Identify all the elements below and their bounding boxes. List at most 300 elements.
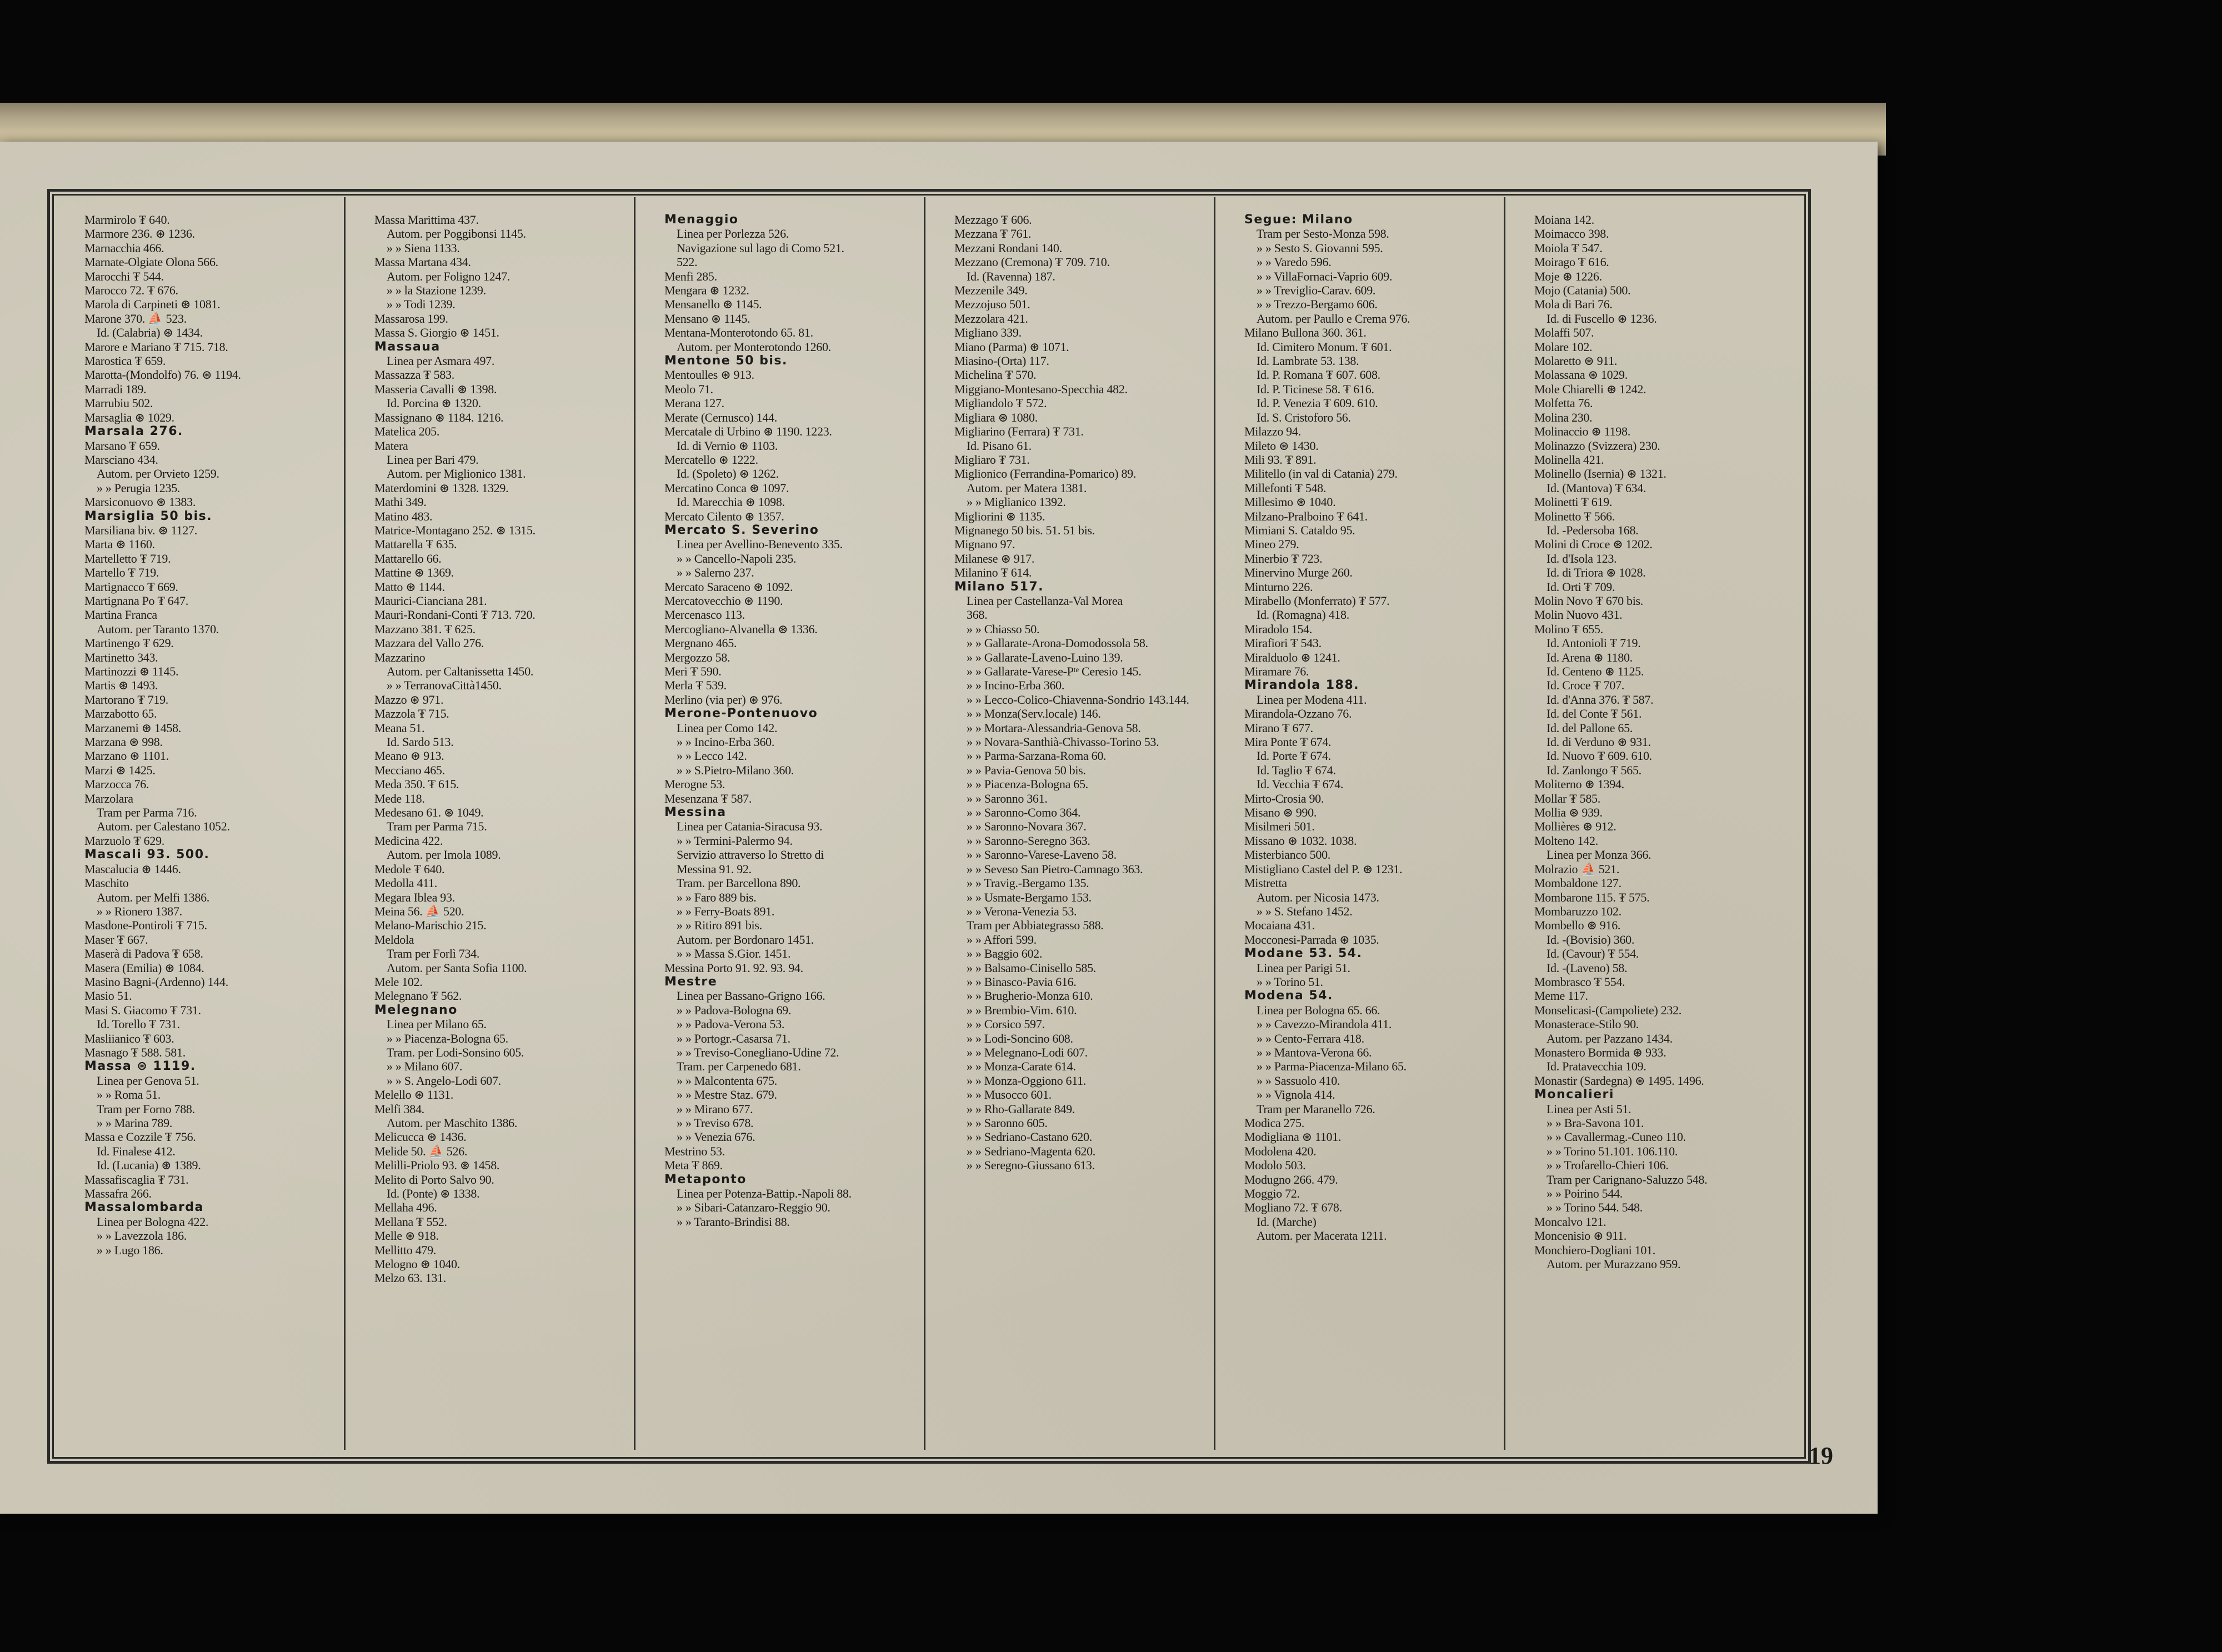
index-entry: Molin Nuovo 431. (1534, 608, 1623, 622)
index-entry: Id. d'Anna 376. ₮ 587. (1547, 692, 1654, 707)
index-entry: » » Massa S.Gior. 1451. (677, 947, 791, 961)
index-entry: Miglionico (Ferrandina-Pomarico) 89. (954, 467, 1137, 481)
index-entry: » » Travig.-Bergamo 135. (967, 876, 1089, 890)
index-entry: Linea per Bari 479. (387, 452, 479, 467)
index-entry: Autom. per Santa Sofia 1100. (387, 960, 527, 975)
index-entry: » » Torino 51. (1257, 974, 1323, 989)
index-entry: Linea per Avellino-Benevento 335. (677, 537, 843, 552)
index-entry: Id. Zanlongo ₮ 565. (1547, 763, 1642, 777)
index-entry: » » Sesto S. Giovanni 595. (1257, 241, 1383, 255)
index-entry: » » Ferry-Boats 891. (677, 904, 775, 918)
index-entry: Mattarella ₮ 635. (374, 537, 457, 552)
index-entry: Id. (Ponte) ⊛ 1338. (387, 1187, 480, 1201)
index-heading: Mirandola 188. (1244, 678, 1359, 693)
index-entry: Autom. per Matera 1381. (967, 480, 1087, 495)
index-entry: » » Saronno-Seregno 363. (967, 833, 1090, 848)
index-heading: Massaua (374, 339, 441, 354)
index-entry: » » Monza-Oggiono 611. (967, 1073, 1087, 1088)
index-entry: Milanese ⊛ 917. (954, 551, 1035, 565)
index-entry: 368. (967, 608, 988, 622)
index-heading: Massalombarda (84, 1200, 204, 1215)
index-entry: Id. di Verduno ⊛ 931. (1547, 735, 1651, 749)
index-entry: Mensanello ⊛ 1145. (664, 297, 762, 312)
index-entry: Molinetti ₮ 619. (1534, 495, 1613, 509)
index-entry: » » Sedriano-Castano 620. (967, 1130, 1092, 1144)
index-entry: Marsano ₮ 659. (84, 438, 160, 453)
index-entry: Milano Bullona 360. 361. (1244, 326, 1367, 340)
index-entry: Autom. per Monterotondo 1260. (677, 339, 831, 354)
index-entry: Tram. per Barcellona 890. (677, 876, 801, 890)
index-entry: Marmore 236. ⊛ 1236. (84, 227, 195, 241)
index-entry: Autom. per Murazzano 959. (1547, 1257, 1681, 1271)
index-entry: Mercato Saraceno ⊛ 1092. (664, 579, 793, 594)
index-entry: Autom. per Bordonaro 1451. (677, 932, 814, 947)
index-entry: Militello (in val di Catania) 279. (1244, 467, 1398, 481)
index-entry: Id. del Pallone 65. (1547, 720, 1633, 735)
index-entry: » » Mestre Staz. 679. (677, 1088, 777, 1102)
index-entry: Tram. per Lodi-Sonsino 605. (387, 1045, 524, 1059)
index-entry: Massafiscaglia ₮ 731. (84, 1172, 189, 1187)
index-entry: Melzo 63. 131. (374, 1271, 447, 1285)
index-entry: Mentana-Monterotondo 65. 81. (664, 326, 813, 340)
index-entry: » » Vignola 414. (1257, 1088, 1335, 1102)
index-entry: Marzana ⊛ 998. (84, 735, 163, 749)
index-entry: » » Faro 889 bis. (677, 890, 757, 904)
index-heading: Mercato S. Severino (664, 523, 819, 537)
index-entry: Masera (Emilia) ⊛ 1084. (84, 960, 204, 975)
index-entry: Masnago ₮ 588. 581. (84, 1045, 186, 1059)
index-entry: » » Saronno 605. (967, 1116, 1048, 1130)
index-entry: Molino ₮ 655. (1534, 622, 1603, 636)
index-entry: Misterbianco 500. (1244, 848, 1330, 862)
index-entry: Meri ₮ 590. (664, 664, 722, 678)
index-entry: Tram per Maranello 726. (1257, 1102, 1375, 1116)
index-entry: Molfetta 76. (1534, 396, 1593, 411)
index-entry: » » Sassuolo 410. (1257, 1073, 1340, 1088)
index-entry: Autom. per Calestano 1052. (97, 819, 230, 834)
index-entry: Moliterno ⊛ 1394. (1534, 777, 1624, 792)
index-entry: » » Affori 599. (967, 932, 1037, 947)
index-entry: Meina 56. ⛵ 520. (374, 904, 464, 918)
index-entry: » » Piacenza-Bologna 65. (967, 777, 1088, 792)
index-entry: Marzolara (84, 791, 133, 805)
index-entry: Tram per Forlì 734. (387, 947, 480, 961)
index-entry: Autom. per Miglionico 1381. (387, 467, 526, 481)
index-entry: » » Seregno-Giussano 613. (967, 1158, 1095, 1173)
index-entry: » » Venezia 676. (677, 1130, 755, 1144)
index-entry: » » Treviso 678. (677, 1116, 754, 1130)
index-entry: Masio 51. (84, 989, 132, 1003)
index-entry: Melito di Porto Salvo 90. (374, 1172, 494, 1187)
index-entry: Marocco 72. ₮ 676. (84, 283, 178, 298)
index-entry: Molteno 142. (1534, 833, 1598, 848)
index-entry: » » Incino-Erba 360. (967, 678, 1065, 693)
index-entry: » » Siena 1133. (387, 241, 460, 255)
index-entry: Mili 93. ₮ 891. (1244, 452, 1317, 467)
index-entry: Autom. per Poggibonsi 1145. (387, 227, 526, 241)
index-entry: Melfi 384. (374, 1102, 424, 1116)
index-entry: Id. -(Laveno) 58. (1547, 960, 1628, 975)
index-entry: Autom. per Orvieto 1259. (97, 467, 219, 481)
index-entry: » » Cavezzo-Mirandola 411. (1257, 1017, 1392, 1032)
index-entry: Missano ⊛ 1032. 1038. (1244, 833, 1357, 848)
index-entry: Massafra 266. (84, 1187, 152, 1201)
index-entry: Monselicasi-(Campoliete) 232. (1534, 1003, 1682, 1017)
index-entry: Id. -Pedersoba 168. (1547, 523, 1639, 537)
index-entry: Minerbio ₮ 723. (1244, 551, 1323, 565)
index-entry: » » Lodi-Soncino 608. (967, 1031, 1073, 1045)
index-entry: Id. di Fuscello ⊛ 1236. (1547, 311, 1657, 326)
index-entry: Id. Taglio ₮ 674. (1257, 763, 1336, 777)
index-entry: Melilli-Priolo 93. ⊛ 1458. (374, 1158, 500, 1173)
index-entry: Mezzenile 349. (954, 283, 1028, 298)
index-entry: Millesimo ⊛ 1040. (1244, 495, 1336, 509)
index-heading: Messina (664, 805, 727, 820)
index-entry: Id. (Calabria) ⊛ 1434. (97, 326, 203, 340)
index-entry: » » Salerno 237. (677, 565, 754, 580)
index-entry: Moncalvo 121. (1534, 1214, 1607, 1229)
index-entry: » » Saronno-Novara 367. (967, 819, 1087, 834)
index-entry: Autom. per Taranto 1370. (97, 622, 219, 636)
index-heading: Milano 517. (954, 579, 1044, 594)
index-entry: » » Binasco-Pavia 616. (967, 974, 1077, 989)
index-entry: Masino Bagni-(Ardenno) 144. (84, 974, 228, 989)
index-entry: Mocaiana 431. (1244, 918, 1315, 933)
index-entry: Autom. per Macerata 1211. (1257, 1229, 1387, 1243)
index-entry: Marsiliana biv. ⊛ 1127. (84, 523, 197, 537)
index-heading: Mestre (664, 974, 718, 989)
index-entry: Miano (Parma) ⊛ 1071. (954, 339, 1069, 354)
index-entry: » » Verona-Venezia 53. (967, 904, 1077, 918)
index-heading: Marsala 276. (84, 424, 183, 439)
index-column-4 (925, 197, 1215, 1450)
index-entry: Mombrasco ₮ 554. (1534, 974, 1625, 989)
index-entry: Melano-Marischio 215. (374, 918, 487, 933)
index-entry: Migliara ⊛ 1080. (954, 410, 1038, 424)
index-entry: Id. Arena ⊛ 1180. (1547, 650, 1633, 664)
index-entry: Massa Martana 434. (374, 255, 471, 269)
index-entry: Moiola ₮ 547. (1534, 241, 1603, 255)
index-entry: Migliandolo ₮ 572. (954, 396, 1047, 411)
index-entry: Tram. per Carpenedo 681. (677, 1059, 801, 1074)
index-entry: Merogne 53. (664, 777, 725, 792)
index-entry: Molinazzo (Svizzera) 230. (1534, 438, 1660, 453)
index-entry: Matelica 205. (374, 424, 440, 439)
index-entry: Id. S. Cristoforo 56. (1257, 410, 1351, 424)
index-entry: » » Melegnano-Lodi 607. (967, 1045, 1088, 1059)
index-entry: Autom. per Paullo e Crema 976. (1257, 311, 1410, 326)
index-entry: Linea per Parigi 51. (1257, 960, 1350, 975)
index-entry: Marzocca 76. (84, 777, 149, 792)
index-entry: Moirago ₮ 616. (1534, 255, 1609, 269)
index-entry: » » Sedriano-Magenta 620. (967, 1144, 1095, 1158)
index-entry: Modolena 420. (1244, 1144, 1317, 1158)
index-entry: Medolla 411. (374, 876, 437, 890)
index-entry: Marzi ⊛ 1425. (84, 763, 156, 777)
index-heading: Mentone 50 bis. (664, 354, 788, 368)
index-entry: » » Gallarate-Arona-Domodossola 58. (967, 636, 1148, 650)
index-entry: Millefonti ₮ 548. (1244, 480, 1327, 495)
index-entry: Navigazione sul lago di Como 521. (677, 241, 844, 255)
index-entry: Massignano ⊛ 1184. 1216. (374, 410, 504, 424)
index-entry: Mercatovecchio ⊛ 1190. (664, 593, 783, 608)
index-entry: Merlino (via per) ⊛ 976. (664, 692, 783, 707)
index-heading: Segue: Milano (1244, 213, 1353, 227)
index-entry: Medicina 422. (374, 833, 443, 848)
page-number: 19 (1809, 1442, 1833, 1469)
index-entry: Monchiero-Dogliani 101. (1534, 1243, 1655, 1257)
index-entry: Maserà di Padova ₮ 658. (84, 947, 203, 961)
index-entry: Modigliana ⊛ 1101. (1244, 1130, 1342, 1144)
index-heading: Metaponto (664, 1172, 747, 1187)
index-entry: Mengara ⊛ 1232. (664, 283, 749, 298)
index-entry: Marzuolo ₮ 629. (84, 833, 164, 848)
index-heading: Moncalieri (1534, 1088, 1614, 1102)
index-heading: Melegnano (374, 1003, 458, 1017)
index-entry: Linea per Asmara 497. (387, 354, 495, 368)
index-entry: Moiana 142. (1534, 213, 1594, 227)
index-entry: Martelletto ₮ 719. (84, 551, 171, 565)
index-entry: » » Ritiro 891 bis. (677, 918, 762, 933)
index-entry: Migliorini ⊛ 1135. (954, 509, 1045, 523)
index-entry: Id. (Spoleto) ⊛ 1262. (677, 467, 779, 481)
index-entry: Medole ₮ 640. (374, 862, 445, 876)
index-entry: Marrubiu 502. (84, 396, 153, 411)
index-entry: Martello ₮ 719. (84, 565, 159, 580)
index-entry: Mignano 97. (954, 537, 1015, 552)
index-entry: Matto ⊛ 1144. (374, 579, 445, 594)
index-entry: » » Saronno-Varese-Laveno 58. (967, 848, 1117, 862)
index-entry: Mede 118. (374, 791, 425, 805)
index-entry: Marostica ₮ 659. (84, 354, 166, 368)
index-entry: Mogliano 72. ₮ 678. (1244, 1200, 1342, 1215)
index-entry: » » Parma-Sarzana-Roma 60. (967, 749, 1107, 763)
index-entry: Mercatale di Urbino ⊛ 1190. 1223. (664, 424, 832, 439)
index-entry: » » Chiasso 50. (967, 622, 1040, 636)
index-entry: Marsiconuovo ⊛ 1383. (84, 495, 196, 509)
index-entry: Melide 50. ⛵ 526. (374, 1144, 468, 1158)
index-entry: Mestrino 53. (664, 1144, 725, 1158)
index-entry: » » Brugherio-Monza 610. (967, 989, 1093, 1003)
index-entry: Id. (Marche) (1257, 1214, 1317, 1229)
index-entry: Autom. per Foligno 1247. (387, 269, 510, 283)
index-column-3 (635, 197, 925, 1450)
index-entry: » » la Stazione 1239. (387, 283, 486, 298)
index-entry: Linea per Milano 65. (387, 1017, 487, 1032)
index-entry: Mauri-Rondani-Conti ₮ 713. 720. (374, 608, 536, 622)
index-entry: » » S.Pietro-Milano 360. (677, 763, 794, 777)
index-entry: Molina 230. (1534, 410, 1593, 424)
index-entry: » » Bra-Savona 101. (1547, 1116, 1644, 1130)
index-entry: Meano ⊛ 913. (374, 749, 444, 763)
index-entry: Autom. per Maschito 1386. (387, 1116, 518, 1130)
index-entry: Id. Pratavecchia 109. (1547, 1059, 1647, 1074)
index-entry: Milzano-Pralboino ₮ 641. (1244, 509, 1368, 523)
index-entry: Meda 350. ₮ 615. (374, 777, 459, 792)
index-entry: » » Padova-Bologna 69. (677, 1003, 792, 1017)
index-entry: Mollia ⊛ 939. (1534, 805, 1603, 820)
index-entry: Id. P. Ticinese 58. ₮ 616. (1257, 382, 1374, 396)
index-entry: Mojo (Catania) 500. (1534, 283, 1631, 298)
index-entry: » » Novara-Santhià-Chivasso-Torino 53. (967, 735, 1159, 749)
index-entry: Migliarino (Ferrara) ₮ 731. (954, 424, 1084, 439)
index-entry: Mistigliano Castel del P. ⊛ 1231. (1244, 862, 1403, 876)
index-entry: Id. (Cavour) ₮ 554. (1547, 947, 1639, 961)
index-entry: Mesenzana ₮ 587. (664, 791, 752, 805)
index-entry: » » Brembio-Vim. 610. (967, 1003, 1077, 1017)
index-entry: Id. (Romagna) 418. (1257, 608, 1349, 622)
index-entry: Modolo 503. (1244, 1158, 1306, 1173)
index-entry: » » Lavezzola 186. (97, 1229, 187, 1243)
index-entry: » » Monza-Carate 614. (967, 1059, 1076, 1074)
index-entry: Matrice-Montagano 252. ⊛ 1315. (374, 523, 536, 537)
index-entry: Mignanego 50 bis. 51. 51 bis. (954, 523, 1095, 537)
index-entry: Merla ₮ 539. (664, 678, 727, 693)
index-entry: Molaffi 507. (1534, 326, 1594, 340)
index-entry: Mombaruzzo 102. (1534, 904, 1622, 918)
index-entry: Melle ⊛ 918. (374, 1229, 439, 1243)
index-entry: Meldola (374, 932, 414, 947)
index-entry: Id. d'Isola 123. (1547, 551, 1617, 565)
index-entry: » » Milano 607. (387, 1059, 463, 1074)
index-entry: Id. (Lucania) ⊛ 1389. (97, 1158, 201, 1173)
index-entry: Meolo 71. (664, 382, 713, 396)
index-entry: Id. Croce ₮ 707. (1547, 678, 1624, 693)
index-entry: » » Mantova-Verona 66. (1257, 1045, 1372, 1059)
index-entry: » » Malcontenta 675. (677, 1073, 777, 1088)
index-entry: Masdone-Pontiroli ₮ 715. (84, 918, 207, 933)
index-entry: Maschito (84, 876, 129, 890)
index-entry: Id. (Ravenna) 187. (967, 269, 1055, 283)
index-columns (56, 197, 1797, 1450)
index-entry: Moncenisio ⊛ 911. (1534, 1229, 1627, 1243)
index-entry: Materdomini ⊛ 1328. 1329. (374, 480, 509, 495)
index-entry: Moimacco 398. (1534, 227, 1609, 241)
index-entry: Mirto-Crosia 90. (1244, 791, 1324, 805)
index-entry: » » Saronno-Como 364. (967, 805, 1081, 820)
index-entry: Menfi 285. (664, 269, 717, 283)
index-entry: Mazzara del Vallo 276. (374, 636, 484, 650)
index-entry: Tram per Parma 715. (387, 819, 487, 834)
index-entry: Meta ₮ 869. (664, 1158, 723, 1173)
index-entry: Id. Orti ₮ 709. (1547, 579, 1615, 594)
index-entry: » » Treviglio-Carav. 609. (1257, 283, 1376, 298)
index-entry: » » Rho-Gallarate 849. (967, 1102, 1075, 1116)
index-entry: Linea per Castellanza-Val Morea (967, 593, 1123, 608)
index-entry: Mascalucia ⊛ 1446. (84, 862, 181, 876)
index-entry: » » Piacenza-Bologna 65. (387, 1031, 508, 1045)
index-entry: Id. Centeno ⊛ 1125. (1547, 664, 1644, 678)
index-entry: Miggiano-Montesano-Specchia 482. (954, 382, 1128, 396)
index-entry: » » Gallarate-Laveno-Luino 139. (967, 650, 1123, 664)
index-entry: Mercogliano-Alvanella ⊛ 1336. (664, 622, 818, 636)
index-entry: » » Gallarate-Varese-Pᵗᵉ Ceresio 145. (967, 664, 1142, 678)
index-entry: Miasino-(Orta) 117. (954, 354, 1049, 368)
index-entry: Modugno 266. 479. (1244, 1172, 1338, 1187)
index-entry: Mimiani S. Cataldo 95. (1244, 523, 1355, 537)
index-entry: Meme 117. (1534, 989, 1588, 1003)
index-entry: Linea per Como 142. (677, 720, 778, 735)
index-entry: Mezzojuso 501. (954, 297, 1030, 312)
index-entry: Massazza ₮ 583. (374, 368, 454, 382)
index-entry: » » Monza(Serv.locale) 146. (967, 707, 1101, 721)
index-entry: Id. Finalese 412. (97, 1144, 176, 1158)
index-entry: Autom. per Nicosia 1473. (1257, 890, 1379, 904)
index-entry: Mattarello 66. (374, 551, 442, 565)
index-entry: Merate (Cernusco) 144. (664, 410, 777, 424)
index-entry: Matera (374, 438, 408, 453)
index-entry: Megara Iblea 93. (374, 890, 455, 904)
index-entry: Miralduolo ⊛ 1241. (1244, 650, 1340, 664)
index-entry: » » Corsico 597. (967, 1017, 1045, 1032)
index-entry: Michelina ₮ 570. (954, 368, 1037, 382)
index-entry: Tram per Abbiategrasso 588. (967, 918, 1104, 933)
index-entry: Linea per Bologna 422. (97, 1214, 209, 1229)
index-heading: Massa ⊛ 1119. (84, 1059, 196, 1074)
index-entry: Mileto ⊛ 1430. (1244, 438, 1319, 453)
index-entry: Molaretto ⊛ 911. (1534, 354, 1618, 368)
index-entry: Modica 275. (1244, 1116, 1304, 1130)
index-entry: Miramare 76. (1244, 664, 1309, 678)
index-entry: Mercato Cilento ⊛ 1357. (664, 509, 784, 523)
index-entry: Molassana ⊛ 1029. (1534, 368, 1628, 382)
index-entry: Marsciano 434. (84, 452, 158, 467)
index-entry: Mirandola-Ozzano 76. (1244, 707, 1352, 721)
index-entry: Id. -(Bovisio) 360. (1547, 932, 1635, 947)
index-entry: Marzabotto 65. (84, 707, 157, 721)
index-entry: Mollar ₮ 585. (1534, 791, 1600, 805)
index-entry: Mercatino Conca ⊛ 1097. (664, 480, 789, 495)
index-column-1 (56, 197, 346, 1450)
index-entry: Molinello (Isernia) ⊛ 1321. (1534, 467, 1666, 481)
index-entry: Marnate-Olgiate Olona 566. (84, 255, 218, 269)
index-heading: Modane 53. 54. (1244, 947, 1363, 961)
index-entry: » » Saronno 361. (967, 791, 1048, 805)
index-entry: » » Todi 1239. (387, 297, 456, 312)
index-entry: Moggio 72. (1244, 1187, 1300, 1201)
index-entry: Mezzani Rondani 140. (954, 241, 1062, 255)
index-entry: Medesano 61. ⊛ 1049. (374, 805, 484, 820)
index-heading: Menaggio (664, 213, 739, 227)
index-entry: Mole Chiarelli ⊛ 1242. (1534, 382, 1647, 396)
index-entry: » » Sibari-Catanzaro-Reggio 90. (677, 1200, 830, 1215)
index-entry: » » Parma-Piacenza-Milano 65. (1257, 1059, 1407, 1074)
index-entry: Marzano ⊛ 1101. (84, 749, 169, 763)
index-entry: Id. Marecchia ⊛ 1098. (677, 495, 785, 509)
index-entry: Melello ⊛ 1131. (374, 1088, 454, 1102)
index-entry: Mirafiori ₮ 543. (1244, 636, 1322, 650)
index-entry: Meana 51. (374, 720, 425, 735)
index-entry: Marola di Carpineti ⊛ 1081. (84, 297, 221, 312)
index-entry: Linea per Catania-Siracusa 93. (677, 819, 823, 834)
index-entry: Molinaccio ⊛ 1198. (1534, 424, 1630, 439)
index-entry: Miradolo 154. (1244, 622, 1312, 636)
index-entry: » » Torino 544. 548. (1547, 1200, 1643, 1215)
index-entry: Mezzano (Cremona) ₮ 709. 710. (954, 255, 1110, 269)
index-entry: Mezzana ₮ 761. (954, 227, 1032, 241)
index-entry: Id. Nuovo ₮ 609. 610. (1547, 749, 1652, 763)
index-entry: Masliianico ₮ 603. (84, 1031, 174, 1045)
index-entry: Misilmeri 501. (1244, 819, 1315, 834)
index-entry: Linea per Genova 51. (97, 1073, 199, 1088)
index-entry: Linea per Bologna 65. 66. (1257, 1003, 1380, 1017)
index-entry: Mathi 349. (374, 495, 427, 509)
index-entry: Marmirolo ₮ 640. (84, 213, 170, 227)
index-entry: Moje ⊛ 1226. (1534, 269, 1602, 283)
index-entry: Masi S. Giacomo ₮ 731. (84, 1003, 201, 1017)
index-entry: Mensano ⊛ 1145. (664, 311, 750, 326)
index-entry: Marnacchia 466. (84, 241, 164, 255)
